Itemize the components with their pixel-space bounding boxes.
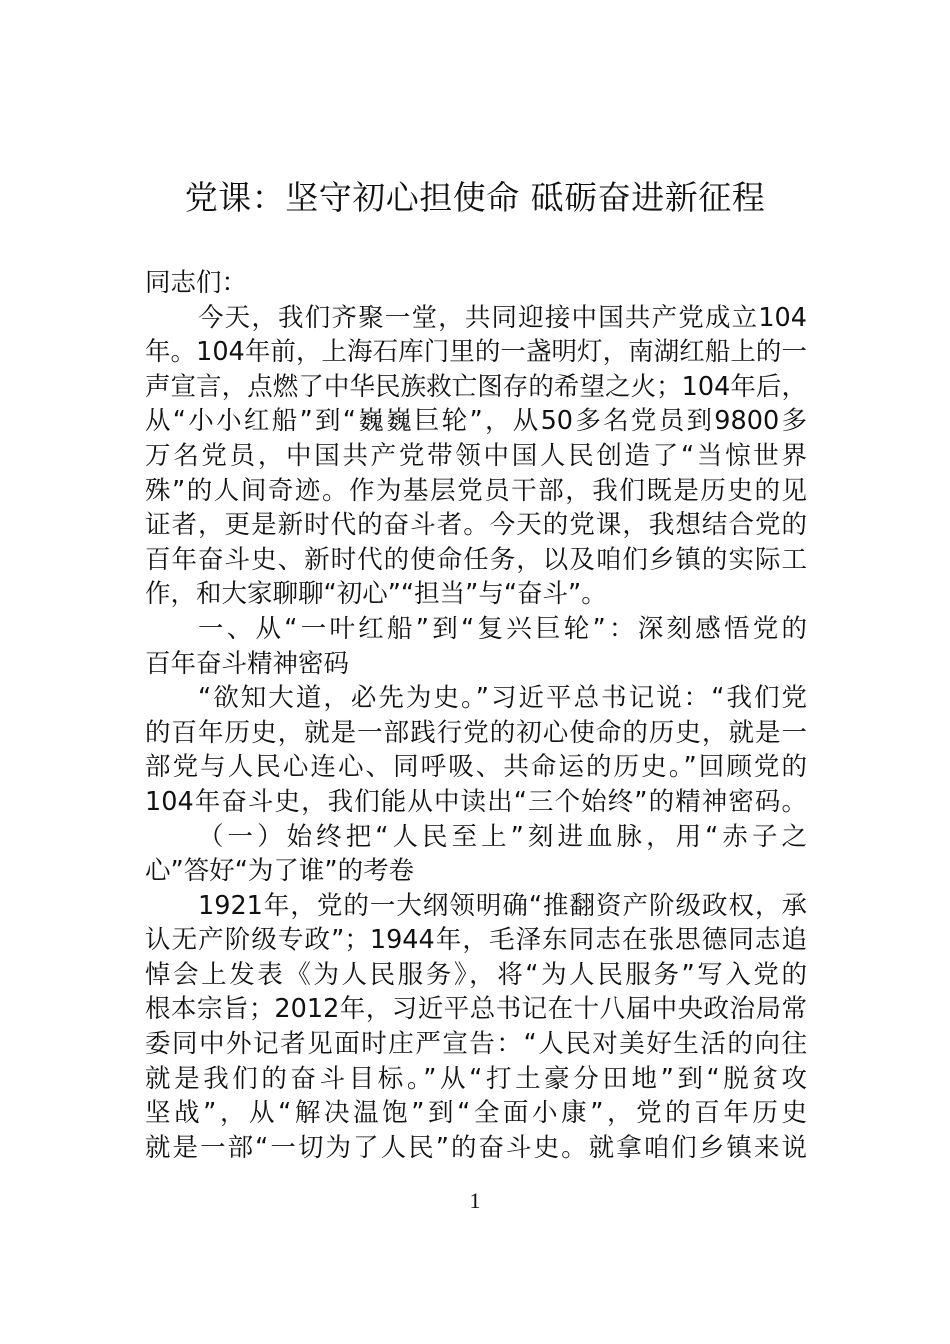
text-line: 万名党员，中国共产党带领中国人民创造了“当惊世界 <box>145 440 807 471</box>
text-line: 证者，更是新时代的奋斗者。今天的党课，我想结合党的 <box>145 510 807 541</box>
text-line: 年。104年前，上海石库门里的一盏明灯，南湖红船上的一 <box>145 337 807 368</box>
text-line: 百年奋斗史、新时代的使命任务，以及咱们乡镇的实际工 <box>145 544 807 575</box>
text-line: 1921年，党的一大纲领明确“推翻资产阶级政权，承 <box>198 890 807 921</box>
text-line: 今天，我们齐聚一堂，共同迎接中国共产党成立104 <box>198 302 807 333</box>
text-line: 委同中外记者见面时庄严宣告：“人民对美好生活的向往 <box>145 1029 807 1060</box>
text-line: 同志们： <box>145 268 248 298</box>
text-line: 就是一部“一切为了人民”的奋斗史。就拿咱们乡镇来说 <box>145 1132 807 1163</box>
text-line: 根本宗旨；2012年，习近平总书记在十八届中央政治局常 <box>145 994 807 1025</box>
text-line: 心”答好“为了谁”的考卷 <box>145 856 415 887</box>
text-line: 部党与人民心连心、同呼吸、共命运的历史。”回顾党的 <box>145 752 807 783</box>
text-line: 坚战”，从“解决温饱”到“全面小康”，党的百年历史 <box>145 1098 807 1129</box>
document-body <box>145 266 807 1165</box>
text-line: 殊”的人间奇迹。作为基层党员干部，我们既是历史的见 <box>145 475 807 506</box>
text-line: （一）始终把“人民至上”刻进血脉，用“赤子之 <box>198 821 807 852</box>
text-line: 认无产阶级专政”；1944年，毛泽东同志在张思德同志追 <box>145 925 807 956</box>
text-line: 声宣言，点燃了中华民族救亡图存的希望之火；104年后， <box>145 371 807 402</box>
text-line: 就是我们的奋斗目标。”从“打土豪分田地”到“脱贫攻 <box>145 1063 807 1094</box>
text-line: 的百年历史，就是一部践行党的初心使命的历史，就是一 <box>145 717 807 748</box>
document-title: 党课：坚守初心担使命 砥砺奋进新征程 <box>184 178 766 217</box>
text-line: 从“小小红船”到“巍巍巨轮”，从50多名党员到9800多 <box>145 406 807 437</box>
text-line: 作，和大家聊聊“初心”“担当”与“奋斗”。 <box>145 579 607 610</box>
text-line: 百年奋斗精神密码 <box>145 648 350 679</box>
page-number: 1 <box>469 1188 481 1213</box>
text-line: “欲知大道，必先为史。”习近平总书记说：“我们党 <box>198 683 807 714</box>
text-line: 悼会上发表《为人民服务》，将“为人民服务”写入党的 <box>145 959 807 990</box>
text-line: 104年奋斗史，我们能从中读出“三个始终”的精神密码。 <box>145 786 807 817</box>
text-line: 一、从“一叶红船”到“复兴巨轮”：深刻感悟党的 <box>198 613 807 644</box>
